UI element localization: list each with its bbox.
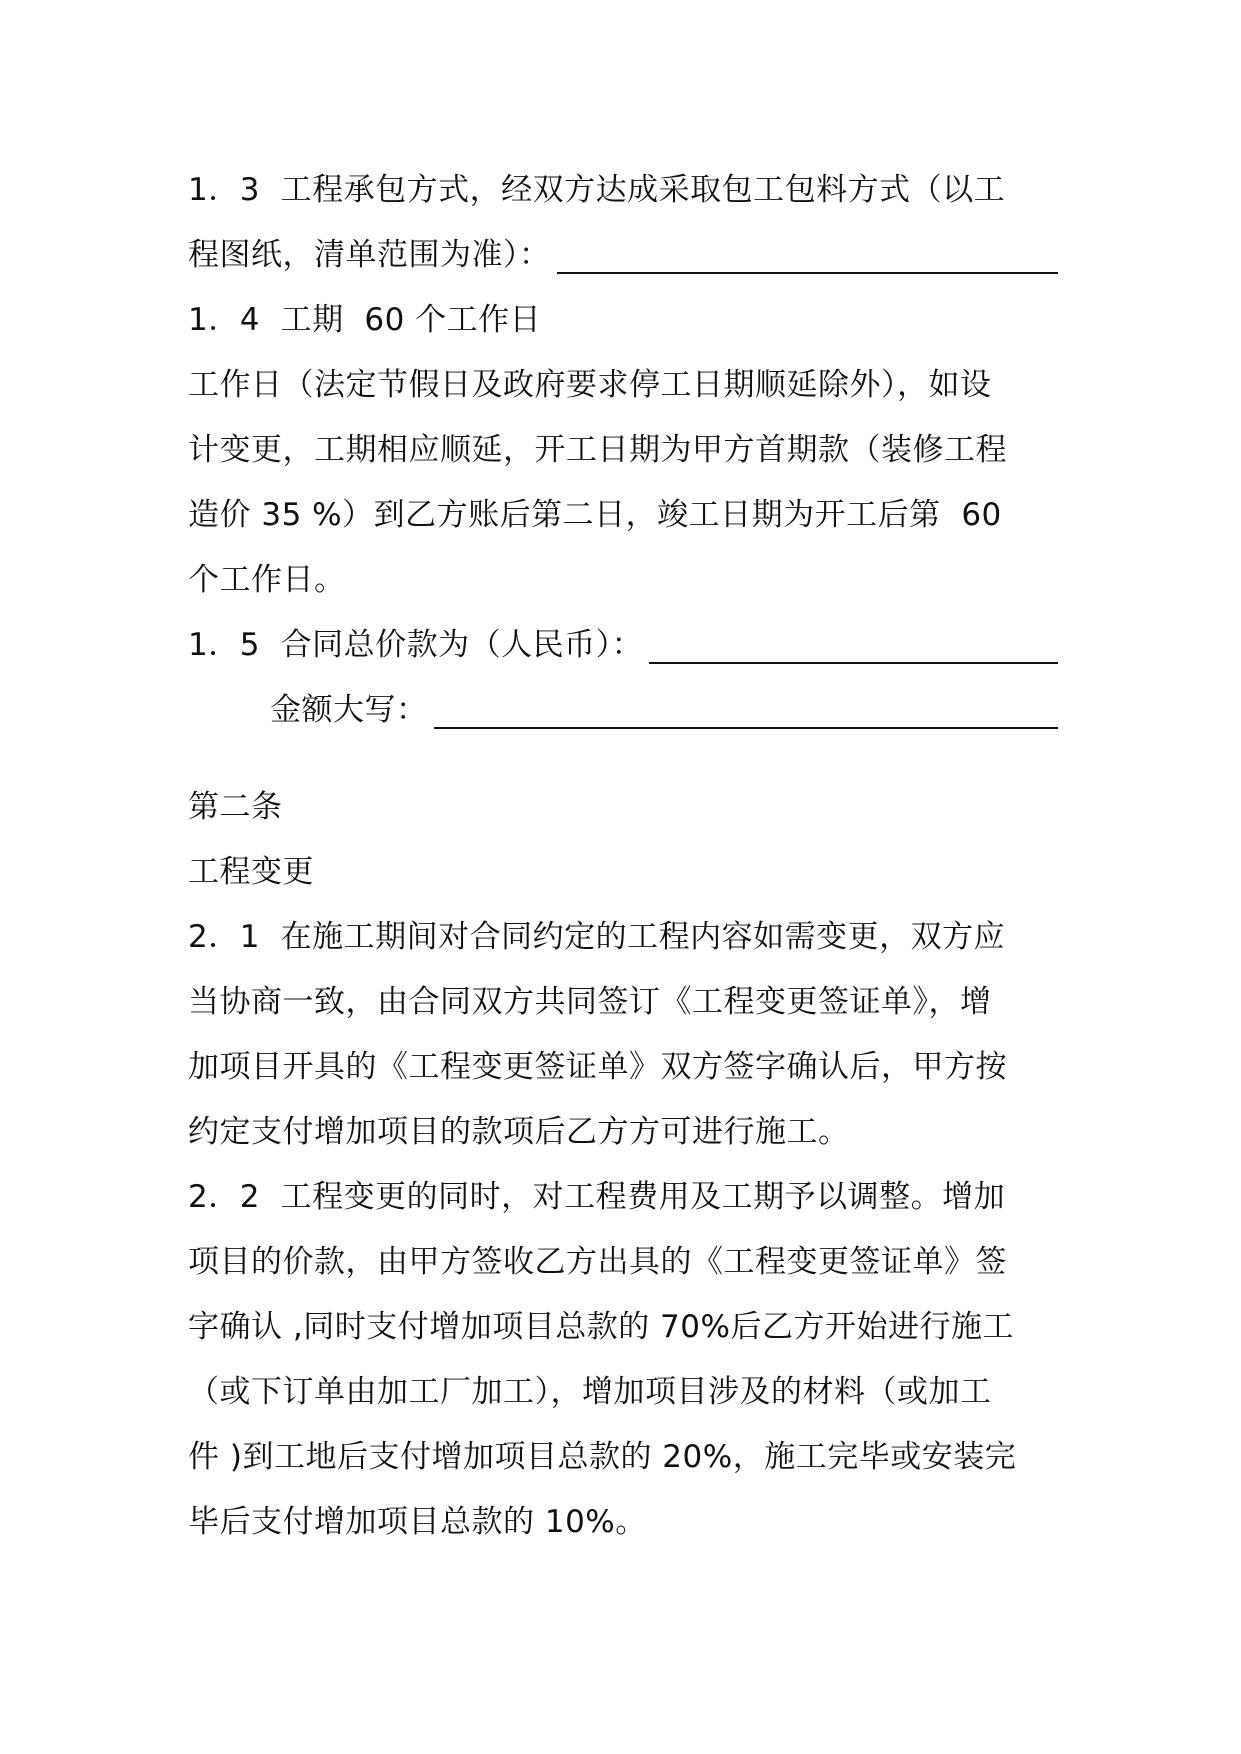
clause-1-4-line-4: 个工作日。	[188, 562, 346, 598]
clause-2-2-line-3: 字确认 ,同时支付增加项目总款的 70%后乙方开始进行施工	[188, 1309, 1014, 1345]
clause-2-2-line-2: 项目的价款，由甲方签收乙方出具的《工程变更签证单》签	[188, 1244, 1007, 1280]
clause-2-2-line-4: （或下订单由加工厂加工），增加项目涉及的材料（或加工	[188, 1374, 992, 1410]
clause-1-5-label: 1．5 合同总价款为（人民币）：	[188, 627, 644, 663]
amount-caps-blank	[434, 726, 1059, 729]
article-2-heading: 第二条	[188, 789, 283, 825]
clause-1-4-title: 1．4 工期 60 个工作日	[188, 302, 542, 338]
total-price-blank	[649, 661, 1058, 664]
clause-1-3-text: 程图纸，清单范围为准）：	[188, 237, 551, 273]
clause-1-5-line	[188, 613, 1058, 678]
clause-2-2-line-6: 毕后支付增加项目总款的 10%。	[188, 1504, 647, 1540]
amount-caps-label: 金额大写：	[270, 692, 428, 728]
contract-method-blank	[557, 271, 1059, 274]
article-2-subheading: 工程变更	[188, 854, 314, 890]
clause-2-2-line-1: 2．2 工程变更的同时，对工程费用及工期予以调整。增加	[188, 1179, 1006, 1215]
amount-caps-line	[188, 678, 1058, 743]
clause-2-2-line-5: 件 )到工地后支付增加项目总款的 20%，施工完毕或安装完	[188, 1439, 1017, 1475]
clause-1-4-line-1: 工作日（法定节假日及政府要求停工日期顺延除外），如设	[188, 367, 992, 403]
clause-2-1-line-1: 2．1 在施工期间对合同约定的工程内容如需变更，双方应	[188, 919, 1006, 955]
clause-1-3-line-1: 1．3 工程承包方式，经双方达成采取包工包料方式（以工	[188, 172, 1006, 208]
clause-1-4-line-2: 计变更，工期相应顺延，开工日期为甲方首期款（装修工程	[188, 432, 1007, 468]
document-body	[188, 158, 1058, 1555]
clause-1-3-line-2	[188, 223, 1058, 288]
clause-2-1-line-3: 加项目开具的《工程变更签证单》双方签字确认后，甲方按	[188, 1049, 1007, 1085]
section-spacer	[188, 743, 1058, 775]
clause-2-1-line-2: 当协商一致，由合同双方共同签订《工程变更签证单》，增	[188, 984, 992, 1020]
clause-2-1-line-4: 约定支付增加项目的款项后乙方方可进行施工。	[188, 1114, 850, 1150]
clause-1-4-line-3: 造价 35 %）到乙方账后第二日，竣工日期为开工后第 60	[188, 497, 1002, 533]
